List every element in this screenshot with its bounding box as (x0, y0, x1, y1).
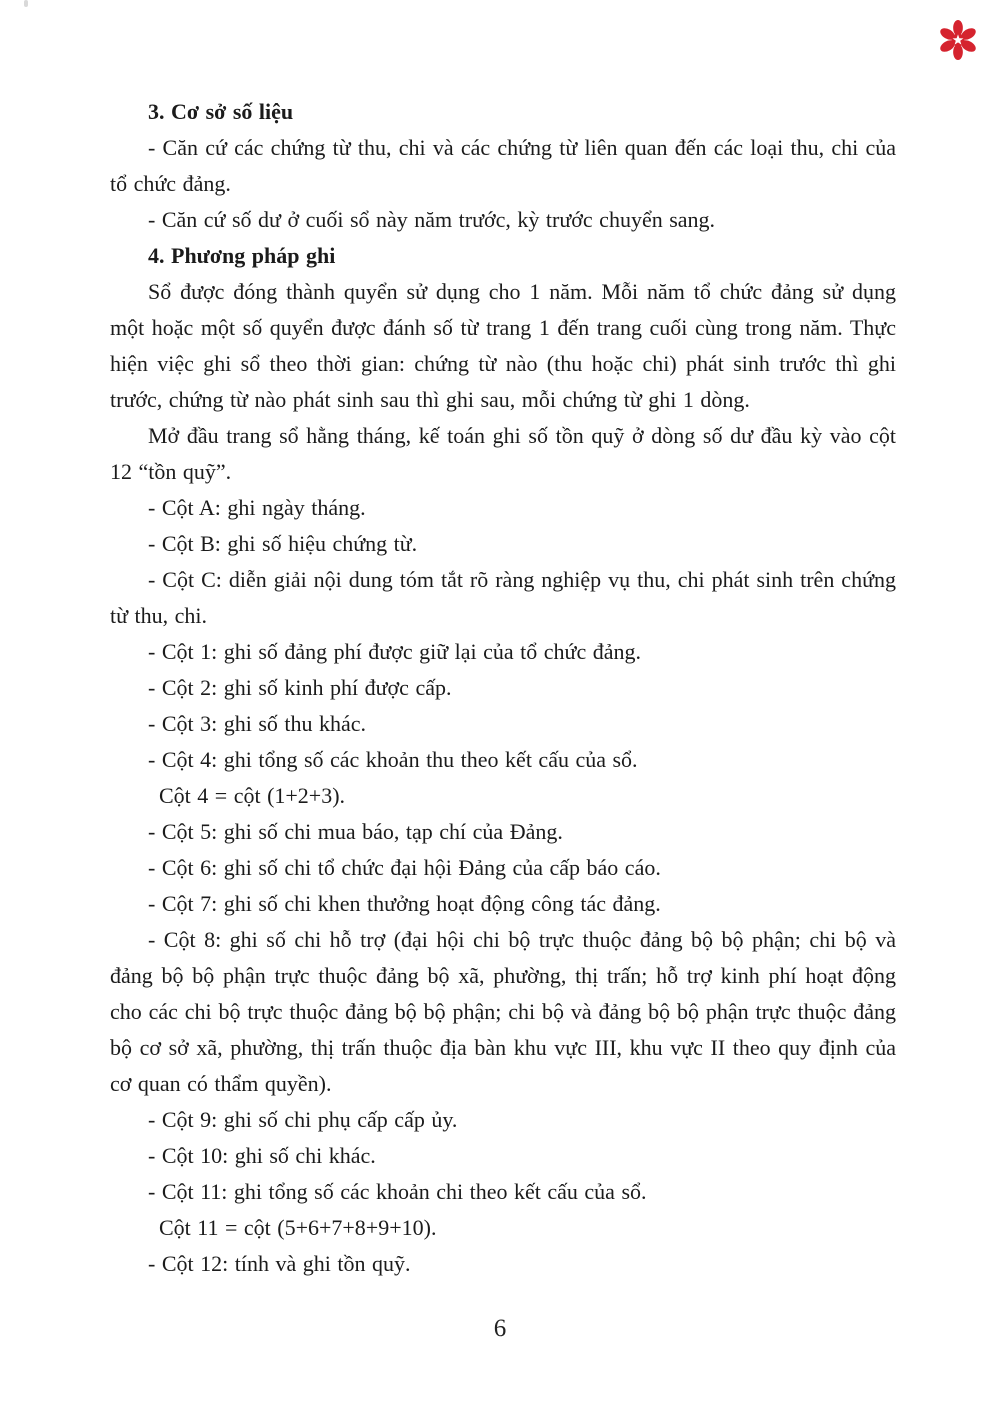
list-item-col-c: - Cột C: diễn giải nội dung tóm tắt rõ ràng nghiệp vụ thu, chi phát sinh trên chứng từ thu, chi. (110, 567, 896, 628)
list-item-col-b: - Cột B: ghi số hiệu chứng từ. (148, 531, 418, 556)
formula-line: Cột 4 = cột (1+2+3). (159, 783, 346, 808)
list-item-col-6: - Cột 6: ghi số chi tổ chức đại hội Đảng của cấp báo cáo. (148, 855, 661, 880)
list-item-col-7: - Cột 7: ghi số chi khen thưởng hoạt động công tác đảng. (148, 891, 661, 916)
scan-artifact-mark (24, 0, 28, 7)
paragraph: - Căn cứ số dư ở cuối sổ này năm trước, kỳ trước chuyển sang. (148, 207, 716, 232)
list-item-col-3: - Cột 3: ghi số thu khác. (148, 711, 367, 736)
list-item-col-11: - Cột 11: ghi tổng số các khoản chi theo kết cấu của sổ. (148, 1179, 647, 1204)
flower-icon-svg (938, 20, 978, 60)
section-heading: 3. Cơ sở số liệu (148, 99, 294, 124)
list-item-col-12: - Cột 12: tính và ghi tồn quỹ. (148, 1251, 411, 1276)
list-item-col-a: - Cột A: ghi ngày tháng. (148, 495, 366, 520)
list-item-col-1: - Cột 1: ghi số đảng phí được giữ lại của tổ chức đảng. (148, 639, 641, 664)
list-item-col-2: - Cột 2: ghi số kinh phí được cấp. (148, 675, 452, 700)
paragraph: - Căn cứ các chứng từ thu, chi và các chứng từ liên quan đến các loại thu, chi của tổ chức đảng. (110, 135, 896, 196)
paragraph: Sổ được đóng thành quyển sử dụng cho 1 năm. Mỗi năm tổ chức đảng sử dụng một hoặc một số quyển được đánh số từ trang 1 đến trang cuối cùng trong năm. Thực hiện việc ghi sổ theo thời gian: chứng từ nào (thu hoặc chi) phát sinh trước thì ghi trước, chứng từ nào phát sinh sau thì ghi sau, mỗi chứng từ ghi 1 dòng. (110, 279, 896, 412)
list-item-col-10: - Cột 10: ghi số chi khác. (148, 1143, 376, 1168)
list-item-col-8: - Cột 8: ghi số chi hỗ trợ (đại hội chi bộ trực thuộc đảng bộ bộ phận; chi bộ và đảng bộ bộ phận trực thuộc đảng bộ xã, phường, thị trấn; hỗ trợ kinh phí hoạt động cho các chi bộ trực thuộc đảng bộ bộ phận; chi bộ và đảng bộ bộ phận trực thuộc đảng bộ cơ sở xã, phường, thị trấn thuộc địa bàn khu vực III, khu vực II theo quy định của cơ quan có thẩm quyền). (110, 927, 896, 1096)
list-item-col-9: - Cột 9: ghi số chi phụ cấp cấp ủy. (148, 1107, 458, 1132)
document-body (110, 94, 896, 1282)
section-heading: 4. Phương pháp ghi (148, 243, 336, 268)
list-item-col-4: - Cột 4: ghi tổng số các khoản thu theo kết cấu của sổ. (148, 747, 638, 772)
formula-line: Cột 11 = cột (5+6+7+8+9+10). (159, 1215, 437, 1240)
flower-ornament-icon (938, 20, 978, 60)
paragraph: Mở đầu trang sổ hằng tháng, kế toán ghi số tồn quỹ ở dòng số dư đầu kỳ vào cột 12 “tồn quỹ”. (110, 423, 896, 484)
page-number: 6 (493, 1315, 507, 1342)
list-item-col-5: - Cột 5: ghi số chi mua báo, tạp chí của Đảng. (148, 819, 563, 844)
